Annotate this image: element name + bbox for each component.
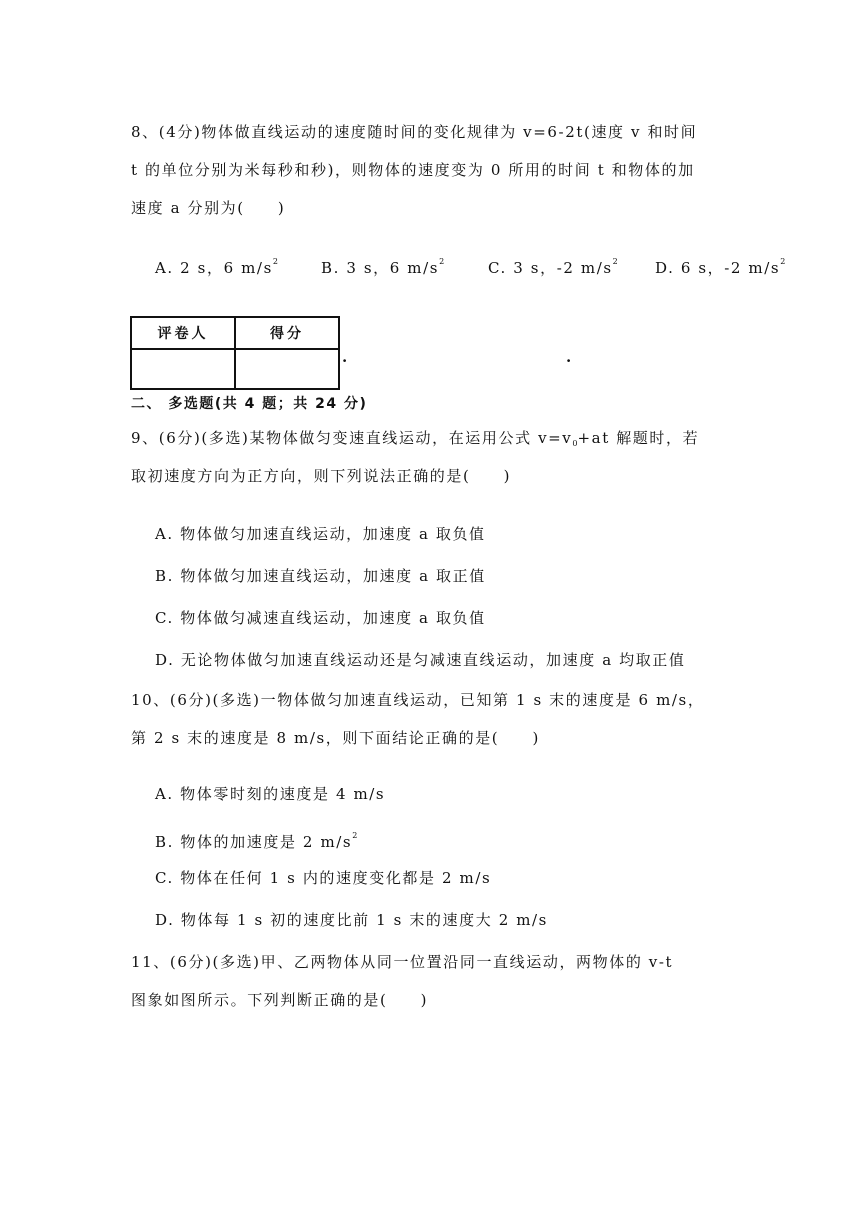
dot-mark-2: .	[566, 348, 573, 366]
q11-line-1: 11、(6分)(多选)甲、乙两物体从同一位置沿同一直线运动，两物体的 v-t	[131, 953, 674, 971]
grader-header-score: 得分	[235, 317, 339, 349]
q8-line-2: t 的单位分别为米每秒和秒)，则物体的速度变为 0 所用的时间 t 和物体的加	[131, 161, 695, 179]
q10-option-b: B. 物体的加速度是 2 $m/s^2$	[155, 831, 358, 851]
q8-option-c: C. 3 s，-2 $m/s^2$	[488, 257, 618, 277]
q9-option-d: D. 无论物体做匀加速直线运动还是匀减速直线运动，加速度 a 均取正值	[155, 651, 686, 669]
grader-table	[130, 316, 340, 390]
dot-mark-1: .	[342, 348, 349, 366]
q10-option-a: A. 物体零时刻的速度是 4 m/s	[155, 785, 386, 803]
q8-option-b: B. 3 s，6 $m/s^2$	[321, 257, 445, 277]
q10-line-2: 第 2 s 末的速度是 8 m/s，则下面结论正确的是( )	[131, 729, 540, 747]
q10-option-c: C. 物体在任何 1 s 内的速度变化都是 2 m/s	[155, 869, 492, 887]
q9-line-1: 9、(6分)(多选)某物体做匀变速直线运动，在运用公式 $v=v_0+at$ 解题时，若	[131, 429, 700, 448]
section-heading: 二、 多选题(共 4 题；共 24 分)	[131, 396, 368, 412]
q10-line-1: 10、(6分)(多选)一物体做匀加速直线运动，已知第 1 s 末的速度是 6 m/s，	[131, 691, 705, 709]
grader-cell-score[interactable]	[235, 349, 339, 389]
q9-option-a: A. 物体做匀加速直线运动，加速度 a 取负值	[155, 525, 486, 543]
q10-option-d: D. 物体每 1 s 初的速度比前 1 s 末的速度大 2 m/s	[155, 911, 548, 929]
q9-line-2: 取初速度方向为正方向，则下列说法正确的是( )	[131, 467, 512, 485]
q8-line-3: 速度 a 分别为( )	[131, 199, 286, 217]
q8-option-a: A. 2 s，6 $m/s^2$	[155, 257, 278, 277]
q11-line-2: 图象如图所示。下列判断正确的是( )	[131, 991, 429, 1009]
grader-header-reviewer: 评卷人	[131, 317, 235, 349]
q9-option-b: B. 物体做匀加速直线运动，加速度 a 取正值	[155, 567, 486, 585]
q8-option-d: D. 6 s，-2 $m/s^2$	[655, 257, 786, 277]
grader-cell-reviewer[interactable]	[131, 349, 235, 389]
q8-options	[0, 252, 860, 277]
q8-line-1: 8、(4分)物体做直线运动的速度随时间的变化规律为 v=6-2t(速度 v 和时间	[131, 123, 698, 141]
q9-option-c: C. 物体做匀减速直线运动，加速度 a 取负值	[155, 609, 486, 627]
